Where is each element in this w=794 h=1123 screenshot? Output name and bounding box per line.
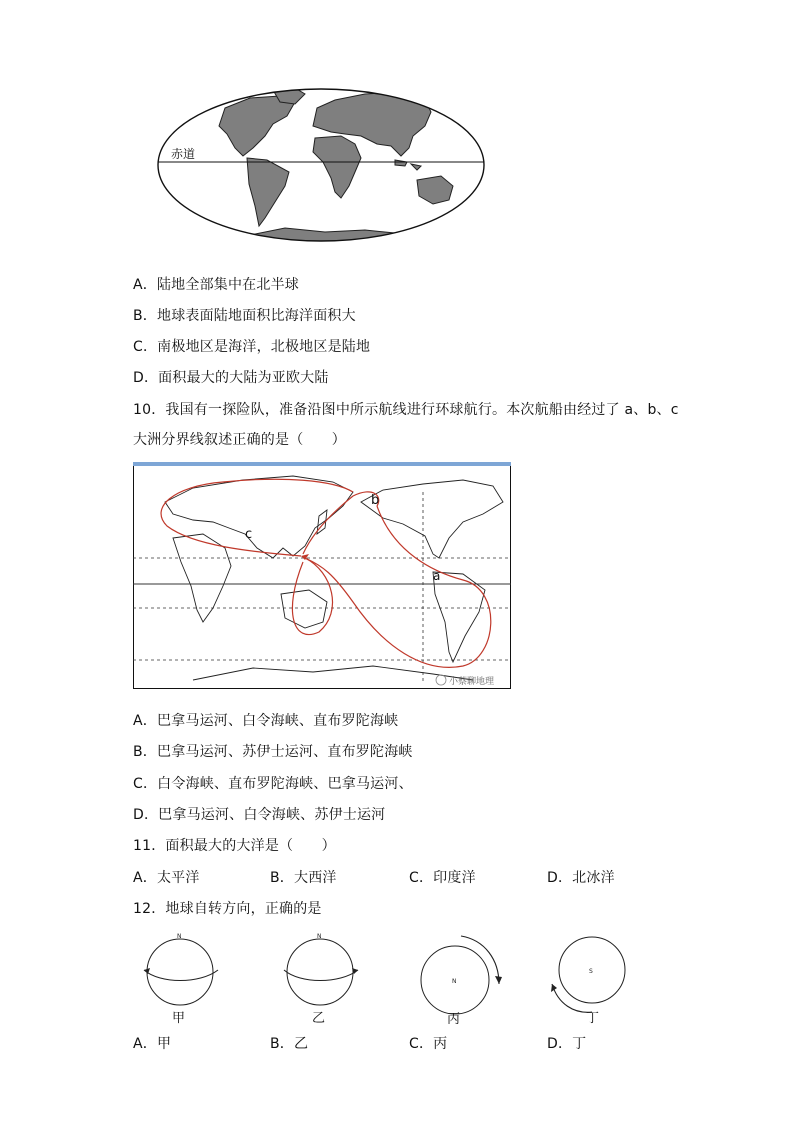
q9-option-d[interactable]: D．面积最大的大陆为亚欧大陆: [133, 370, 329, 386]
q11-stem: 11．面积最大的大洋是（ ）: [133, 838, 336, 854]
fig-bing-caption: 丙: [447, 1012, 461, 1024]
q9-option-b[interactable]: B．地球表面陆地面积比海洋面积大: [133, 308, 356, 324]
fig-jia-caption: 甲: [172, 1011, 186, 1024]
australia-landmass: [417, 176, 453, 204]
q12-stem: 12．地球自转方向，正确的是: [133, 901, 322, 917]
q10-option-a[interactable]: A．巴拿马运河、白令海峡、直布罗陀海峡: [133, 713, 399, 729]
rotation-figure-ding: [548, 930, 640, 1024]
map2-label-a: a: [433, 569, 441, 583]
route-world-map: [133, 462, 511, 689]
map2-label-c: c: [245, 527, 253, 542]
watermark-text: 小蔡聊地理: [449, 677, 495, 687]
fig-ding-caption: 丁: [586, 1011, 600, 1024]
q9-option-c[interactable]: C．南极地区是海洋，北极地区是陆地: [133, 339, 371, 355]
q10-option-b[interactable]: B．巴拿马运河、苏伊士运河、直布罗陀海峡: [133, 744, 413, 760]
rotation-figure-bing: [415, 930, 511, 1024]
map2-label-b: b: [371, 493, 380, 508]
africa-landmass: [313, 136, 361, 198]
rotation-figure-jia: [140, 930, 224, 1024]
fig-yi-pole: N: [317, 933, 322, 940]
q11-option-c[interactable]: C．印度洋: [409, 870, 476, 886]
q12-option-b[interactable]: B．乙: [270, 1036, 309, 1052]
world-map-ellipse: [155, 86, 487, 244]
q9-option-a[interactable]: A．陆地全部集中在北半球: [133, 277, 299, 293]
fig-bing-pole: N: [452, 978, 457, 985]
q10-option-d[interactable]: D．巴拿马运河、白令海峡、苏伊士运河: [133, 807, 386, 823]
q12-option-d[interactable]: D．丁: [547, 1036, 587, 1052]
fig-ding-pole: S: [589, 968, 593, 975]
north-america-landmass: [219, 96, 295, 156]
q10-stem-line1: 10．我国有一探险队，准备沿图中所示航线进行环球航行。本次航船由经过了 a、b、c: [133, 402, 679, 418]
south-america-landmass: [247, 158, 289, 226]
fig-yi-caption: 乙: [312, 1011, 326, 1024]
equator-label: 赤道: [171, 147, 196, 161]
fig-jia-pole: N: [177, 933, 182, 940]
q11-option-b[interactable]: B．大西洋: [270, 870, 337, 886]
q11-option-a[interactable]: A．太平洋: [133, 870, 200, 886]
q10-stem-line2: 大洲分界线叙述正确的是（ ）: [133, 432, 346, 448]
q12-option-c[interactable]: C．丙: [409, 1036, 448, 1052]
rotation-figure-yi: [280, 930, 364, 1024]
q10-option-c[interactable]: C．白令海峡、直布罗陀海峡、巴拿马运河、: [133, 776, 413, 792]
q12-option-a[interactable]: A．甲: [133, 1036, 172, 1052]
q11-option-d[interactable]: D．北冰洋: [547, 870, 615, 886]
